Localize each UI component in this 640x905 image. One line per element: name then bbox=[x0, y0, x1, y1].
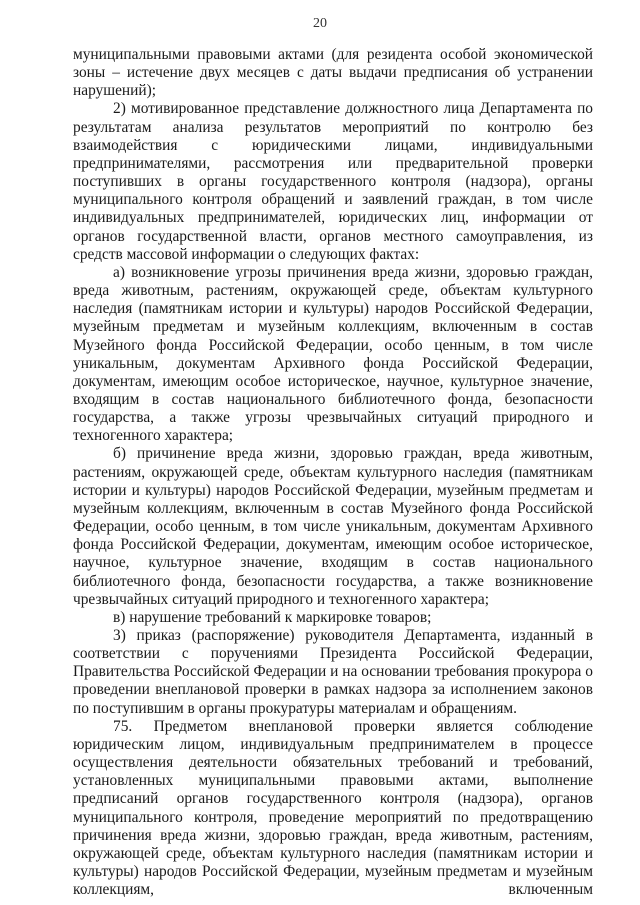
paragraph-item-v: в) нарушение требований к маркировке товаров; bbox=[113, 608, 432, 626]
page-number: 20 bbox=[313, 16, 327, 31]
paragraph-section-75: 75. Предметом внеплановой проверки является соблюдение юридическим лицом, индивидуальным предпринимателем в процессе осуществления деятельности обязательных требований и требований, установленных муниципальными правовыми актами, выполнение предписаний органов государственного контроля (надзора), органов муниципального контроля, проведение мероприятий по предотвращению причинения вреда жизни, здоровью граждан, вреда животным, растениям, окружающей среде, объектам культурного наследия (памятникам истории и культуры) народов Российской Федерации, музейным предметам и музейным коллекциям, включенным bbox=[73, 717, 593, 899]
paragraph-item-a: а) возникновение угрозы причинения вреда жизни, здоровью граждан, вреда животным, растениям, окружающей среде, объектам культурного наследия (памятникам истории и культуры) народов Российской Федерации, музейным предметам и музейным коллекциям, включенным в состав Музейного фонда Российской Федерации, особо ценным, в том числе уникальным, документам Архивного фонда Российской Федерации, документам, имеющим особое историческое, научное, культурное значение, входящим в состав национального библиотечного фонда, безопасности государства, а также угрозы чрезвычайных ситуаций природного и техногенного характера; bbox=[73, 263, 593, 445]
paragraph-item-2: 2) мотивированное представление должностного лица Департамента по результатам анализа результатов мероприятий по контролю без взаимодействия с юридическими лицами, индивидуальными предпринимателями, рассмотрения или предварительной проверки поступивших в органы государственного контроля (надзора), органы муниципального контроля обращений и заявлений граждан, в том числе индивидуальных предпринимателей, юридических лиц, информации от органов государственной власти, органов местного самоуправления, из средств массовой информации о следующих фактах: bbox=[73, 100, 593, 263]
paragraph-continuation: муниципальными правовыми актами (для резидента особой экономической зоны – истечение двух месяцев с даты выдачи предписания об устранении нарушений); bbox=[73, 46, 593, 100]
paragraph-item-3: 3) приказ (распоряжение) руководителя Департамента, изданный в соответствии с поручениями Президента Российской Федерации, Правительства Российской Федерации и на основании требования прокурора о проведении внеплановой проверки в рамках надзора за исполнением законов по поступившим в органы прокуратуры материалам и обращениям. bbox=[73, 627, 593, 717]
paragraph-item-b: б) причинение вреда жизни, здоровью граждан, вреда животным, растениям, окружающей среде, объектам культурного наследия (памятникам истории и культуры) народов Российской Федерации, музейным предметам и музейным коллекциям, включенным в состав Музейного фонда Российской Федерации, особо ценным, в том числе уникальным, документам Архивного фонда Российской Федерации, документам, имеющим особое историческое, научное, культурное значение, входящим в состав национального библиотечного фонда, безопасности государства, а также возникновение чрезвычайных ситуаций природного и техногенного характера; bbox=[73, 445, 593, 608]
document-body bbox=[73, 46, 593, 899]
